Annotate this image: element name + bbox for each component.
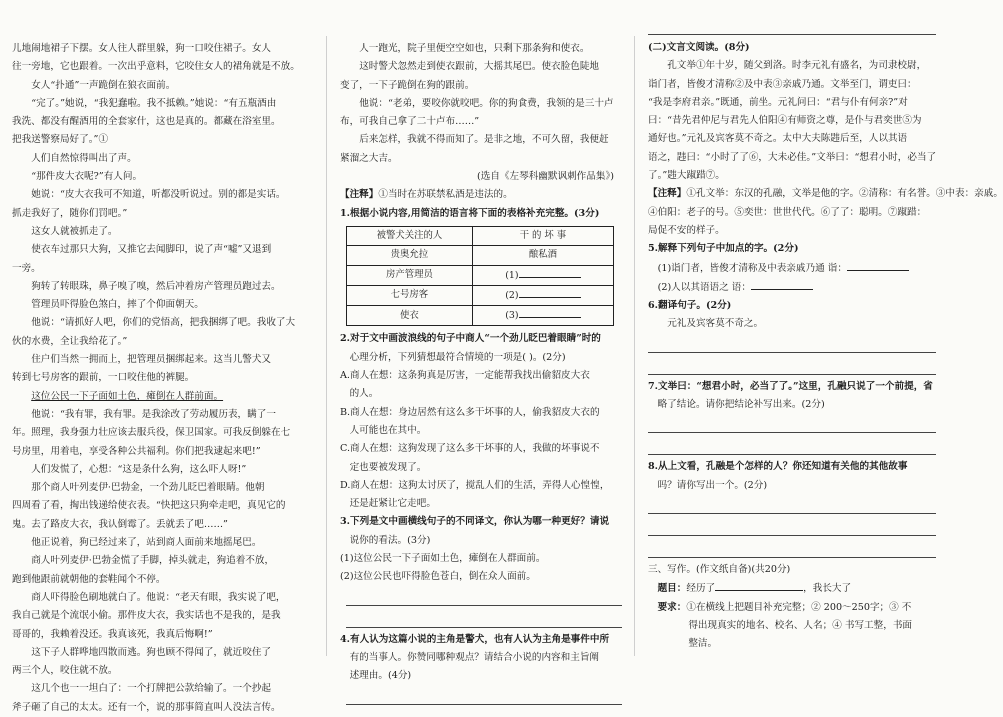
story-line: 跑到他跟前就朝他的套鞋闻个不停。 xyxy=(12,573,166,585)
story-line: 号房里，用着电，享受各种公共福利。你们把我逮起来吧!” xyxy=(12,445,261,457)
table-cell: 使衣 xyxy=(347,306,473,326)
question-line: A.商人在想：这条狗真是厉害，一定能帮我找出偷貂皮大衣 xyxy=(340,370,590,382)
column-divider xyxy=(634,36,635,656)
table-header: 被警犬关注的人 xyxy=(347,226,473,245)
story-line: 他说：“我有罪，我有罪。是我涂改了劳动履历表，瞒了一 xyxy=(31,408,276,420)
annotation: 【注释】①当时在苏联禁私酒是违法的。 xyxy=(340,189,513,201)
question-6-item: 元礼及宾客莫不奇之。 xyxy=(667,318,764,330)
answer-line[interactable] xyxy=(346,686,622,705)
column-divider xyxy=(326,36,327,656)
answer-blank[interactable] xyxy=(847,259,909,271)
story-line: 人一跑光，院子里便空空如也，只剩下那条狗和使衣。 xyxy=(359,43,590,54)
wavy-sentence: 那个商人叶列麦伊·巴勃金，一个劲儿眨巴着眼睛。他朝 xyxy=(31,482,265,494)
question-5-item: (2)人以其语语之 语： xyxy=(648,278,936,297)
writing-requirement-line: 得出现真实的地名、校名、人名；④ 书写工整，书面 xyxy=(688,619,913,631)
answer-line[interactable] xyxy=(648,539,936,558)
story-line: 鬼。去了路皮大衣，我认倒霉了。丢就丢了吧……” xyxy=(12,518,228,530)
table-cell: 酿私酒 xyxy=(472,246,613,265)
answer-line[interactable] xyxy=(346,587,622,606)
story-line: 人们发慌了，心想：“这是条什么狗，这么吓人呀!” xyxy=(31,463,247,475)
question-line: 述理由。(4分) xyxy=(349,670,412,682)
writing-topic: 题目：经历了 ，我长大了 xyxy=(648,579,936,598)
story-line: 这下子人群哗地四散而逃。狗也顾不得闻了，就近咬住了 xyxy=(31,646,272,658)
question-line: 人可能也在其中。 xyxy=(349,424,427,436)
table-answer-cell[interactable]: (2) xyxy=(472,285,613,305)
question-line: 8.从上文看，孔融是个怎样的人？你还知道有关他的其他故事 xyxy=(648,461,908,473)
story-line: 他说：“老弟，要咬你就咬吧。你的狗食费，我领的是三十卢 xyxy=(359,97,614,109)
question-line: 的人。 xyxy=(349,388,379,400)
classical-text-line: 孔文举①年十岁，随父到洛。时李元礼有盛名，为司隶校尉， xyxy=(667,60,927,72)
question-line: 2.对于文中画波浪线的句子中商人“一个劲儿眨巴着眼睛”时的 xyxy=(340,333,601,345)
classical-text-line: “我是李府君亲。”既通，前坐。元礼问曰：“君与仆有何亲?”对 xyxy=(648,96,908,108)
story-line: 紧溜之大吉。 xyxy=(340,152,398,164)
story-line: 伙的水费，全让我给花了。” xyxy=(12,335,128,347)
annotation-line: 局促不安的样子。 xyxy=(648,224,725,236)
classical-text-line: 诣门者，皆俊才清称②及中表③亲戚乃通。文举至门，谓吏曰： xyxy=(648,78,917,90)
story-line: 往一旁地，它也跟着。一次出乎意料，它咬住女人的裙角就是不放。 xyxy=(12,61,300,73)
question-line: 心理分析，下列猜想最符合情境的一项是( )。(2分) xyxy=(349,351,566,363)
question-line: 3.下列是文中画横线句子的不同译文，你认为哪一种更好？请说 xyxy=(340,516,610,528)
classical-text-line: 通好也。”元礼及宾客莫不奇之。太中大夫陈韪后至，人以其语 xyxy=(648,133,908,145)
table-answer-cell[interactable]: (3) xyxy=(472,306,613,326)
story-line: 这时警犬忽然走到使衣跟前，大摇其尾巴。使衣脸色陡地 xyxy=(359,61,600,73)
questions-column-right xyxy=(648,40,1003,653)
story-line: 布，可我自己拿了二十卢布……” xyxy=(340,116,480,128)
classical-text-line: 了。”韪大踧踖⑦。 xyxy=(648,170,725,182)
story-line: 商人吓得脸色刷地就白了。他说：“老天有眼，我实说了吧， xyxy=(31,591,286,603)
section-heading: (二)文言文阅读。(8分) xyxy=(648,42,750,53)
story-line: 转到七号房客的跟前，一口咬住他的裤腿。 xyxy=(12,372,195,384)
story-line: 管理员吓得脸色煞白，摔了个仰面朝天。 xyxy=(31,299,204,311)
story-line: 儿地闹地裙子下摆。女人往人群里躲，狗一口咬住裙子。女人 xyxy=(12,43,272,54)
story-line: 她说：“皮大衣我可不知道，听都没听说过。别的都是实话。 xyxy=(31,189,286,201)
question-line: 7.文举曰：“想君小时，必当了了。”这里，孔融只说了一个前提，省 xyxy=(648,380,933,392)
story-line: 两三个人，咬住就不放。 xyxy=(12,665,118,677)
story-line: 斧子砸了自己的太太。还有一个，说的那事简直叫人没法言传。 xyxy=(12,701,281,713)
question-5-item: (1)诣门者，皆俊才清称及中表亲戚乃通 诣： xyxy=(648,259,936,278)
story-line: 一旁。 xyxy=(12,262,41,274)
question-line: (1)这位公民一下子面如土色，瘫倒在人群面前。 xyxy=(340,553,546,565)
story-line: 这女人就被抓走了。 xyxy=(31,225,118,237)
story-line: 把我送警察局好了。”① xyxy=(12,134,109,146)
story-line: 年。照理，我身强力壮应该去服兵役，保卫国家。可我反倒躲在七 xyxy=(12,427,291,439)
story-line: 他说：“请抓好人吧，你们的党悟高，把我捆绑了吧。我收了大 xyxy=(31,317,296,329)
story-line: 住户们当然一拥而上，把管理员捆绑起来。这当儿警犬又 xyxy=(31,354,272,366)
question-line: 说你的看法。(3分) xyxy=(349,534,431,546)
story-line: 女人“扑通”一声跪倒在狼衣面前。 xyxy=(31,79,176,91)
answer-table xyxy=(346,226,614,326)
question-line: 略了结论。请你把结论补写出来。(2分) xyxy=(657,399,825,411)
question-line: 吗？请你写出一个。(2分) xyxy=(657,479,768,491)
story-line: 狗转了转眼珠，鼻子嗅了嗅，然后冲着房产管理员跑过去。 xyxy=(31,280,281,292)
question-line: D.商人在想：这狗太讨厌了，搅乱人们的生活，弄得人心惶惶， xyxy=(340,479,610,491)
answer-line[interactable] xyxy=(648,517,936,536)
story-line: 我自己就是个流氓小偷。那件皮大衣，我实话也不是我的，是我 xyxy=(12,610,281,622)
story-line: 商人叶列麦伊·巴勃金慌了手脚，掉头就走，狗追着不放， xyxy=(31,555,275,567)
classical-text-line: 曰：“昔先君仲尼与君先人伯阳④有师资之尊，是仆与君奕世⑤为 xyxy=(648,115,922,127)
answer-line[interactable] xyxy=(648,356,936,375)
story-column-middle xyxy=(340,40,622,708)
story-line: 他正说着，狗已经过来了，站到商人面前来地摇尾巴。 xyxy=(31,537,262,549)
question-line: B.商人在想：身边居然有这么多干坏事的人，偷我貂皮大衣的 xyxy=(340,406,600,418)
writing-requirement-line: 整洁。 xyxy=(688,638,718,650)
writing-requirement: 要求：①在横线上把题目补充完整；② 200～250字；③ 不 xyxy=(657,601,912,613)
story-line: 哥哥的，我赖着没还。我真该死，我真后悔啊!” xyxy=(12,628,213,640)
story-line xyxy=(12,479,314,497)
question-line: 还是赶紧让它走吧。 xyxy=(349,498,436,510)
table-header: 干 的 坏 事 xyxy=(472,226,613,245)
answer-line[interactable] xyxy=(648,414,936,433)
answer-line[interactable] xyxy=(648,436,936,455)
story-line: 抓走我好了，随你们罚吧。” xyxy=(12,207,128,219)
answer-line[interactable] xyxy=(648,334,936,353)
writing-heading: 三、写作。(作文纸自备)(共20分) xyxy=(648,563,791,575)
table-cell: 七号房客 xyxy=(347,285,473,305)
annotation: 【注释】①孔文举：东汉的孔融，文举是他的字。②清称：有名誉。③中表：亲戚。 xyxy=(648,188,1003,200)
answer-line[interactable] xyxy=(648,495,936,514)
question-line: (2)这位公民也吓得脸色苍白，倒在众人面前。 xyxy=(340,571,536,583)
story-line: 我洗、都没有醒酒用的全套家什，这也是真的。都藏在浴室里。 xyxy=(12,116,281,128)
story-line: 使衣车过那只大狗，又推它去闻脚印，说了声“嘘”又退到 xyxy=(31,244,272,256)
story-line: “完了。”她说，“我犯蠢啦。我不抵赖。”她说：“有五瓶酒由 xyxy=(31,97,277,109)
story-line: “那件皮大衣呢?”有人问。 xyxy=(31,171,143,183)
table-answer-cell[interactable]: (1) xyxy=(472,265,613,285)
question-line: 4.有人认为这篇小说的主角是警犬，也有人认为主角是事件中所 xyxy=(340,633,610,645)
question-6: 6.翻译句子。(2分) xyxy=(648,300,732,312)
story-line: 变了，一下子跪倒在狗的跟前。 xyxy=(340,79,475,91)
story-line: 四周看了看，掏出钱递给使衣表。“快把这只狗牵走吧，真见它的 xyxy=(12,500,286,512)
question-line: C.商人在想：这狗发现了这么多干坏事的人，我做的坏事说不 xyxy=(340,443,600,455)
story-column-left xyxy=(12,40,314,717)
story-line: 这位公民一下子面如土色，瘫倒在人群前面。 xyxy=(31,390,224,402)
story-line: 人们自然惊得叫出了声。 xyxy=(31,152,137,164)
answer-blank[interactable] xyxy=(751,278,813,290)
question-line: 定也要被发现了。 xyxy=(349,461,427,473)
question-5: 5.解释下列句子中加点的字。(2分) xyxy=(648,243,799,255)
topic-blank[interactable] xyxy=(715,579,803,591)
table-cell: 房产管理员 xyxy=(347,265,473,285)
source-note: (选自《左琴科幽默讽刺作品集》) xyxy=(477,171,614,183)
classical-text-line: 语之，韪曰：“小时了了⑥，大未必佳。”文举曰：“想君小时，必当了 xyxy=(648,151,937,163)
question-line: 1.根据小说内容,用简洁的语言将下面的表格补充完整。(3分) xyxy=(340,207,600,219)
table-cell: 贵奥允拉 xyxy=(347,246,473,265)
annotation-line: ④伯阳：老子的号。⑤奕世：世世代代。⑥了了：聪明。⑦踧踖： xyxy=(648,206,927,218)
answer-line[interactable] xyxy=(648,16,936,35)
question-line: 有的当事人。你赞同哪种观点？请结合小说的内容和主旨阐 xyxy=(349,651,600,663)
story-line: 后来怎样，我就不得而知了。是非之地，不可久留，我便赶 xyxy=(359,134,609,146)
answer-line[interactable] xyxy=(346,609,622,628)
story-line: 这几个也一一坦白了：一个打牌把公款给输了。一个抄起 xyxy=(31,683,272,695)
